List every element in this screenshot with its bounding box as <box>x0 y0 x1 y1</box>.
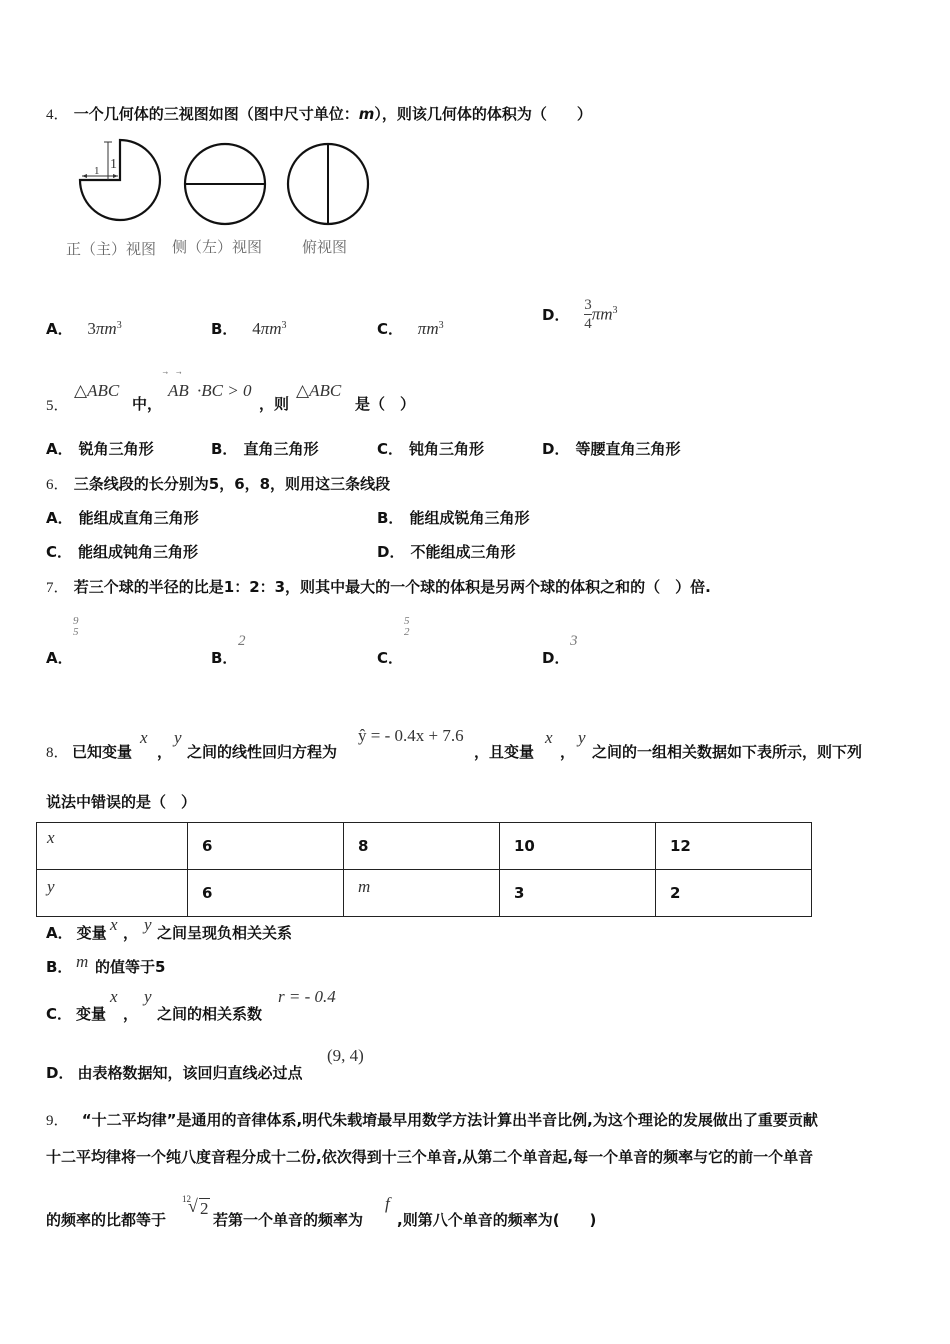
q5-option-c[interactable]: C． 钝角三角形 <box>377 440 485 458</box>
q8-option-c-comma: ， <box>123 1005 139 1023</box>
side-view-label: 侧（左）视图 <box>172 238 263 256</box>
dim-label-horizontal: 1 <box>94 165 100 177</box>
q5-option-a[interactable]: A． 锐角三角形 <box>46 440 154 458</box>
q5-number: 5． <box>46 398 69 414</box>
option-label: A． <box>46 320 73 338</box>
q7-option-b[interactable]: B． <box>211 649 238 667</box>
table-head-y: y <box>37 870 188 917</box>
q5-stem <box>46 380 69 415</box>
q8-option-a-text: 之间呈现负相关关系 <box>157 924 293 942</box>
option-label: B． <box>211 320 238 338</box>
q8-t2: 之间的线性回归方程为 <box>187 743 338 761</box>
q6-option-c[interactable]: C． 能组成钝角三角形 <box>46 543 199 561</box>
option-label: C． <box>377 320 404 338</box>
vector-arrows: ⃗ ⃗ <box>168 371 192 383</box>
table-cell: 6 <box>188 870 344 917</box>
fraction-3-4: $\frac{3}{4}$ <box>584 297 592 332</box>
q8-option-c-x: x <box>110 987 118 1006</box>
option-label: D． <box>542 306 570 324</box>
q8-option-d-point: (9, 4) <box>327 1046 364 1065</box>
q8-option-c[interactable]: C． 变量 <box>46 1005 107 1023</box>
q4-text-b: ），则该几何体的体积为（ ） <box>374 105 592 123</box>
table-cell: 6 <box>188 823 344 870</box>
q6-option-a[interactable]: A． 能组成直角三角形 <box>46 509 199 527</box>
q6-text: 三条线段的长分别为5，6，8，则用这三条线段 <box>73 475 391 493</box>
q4-option-c[interactable]: C． $\pi m^3$ <box>377 319 444 338</box>
table-cell: m <box>344 870 500 917</box>
q4-unit: m <box>358 105 375 123</box>
correlation-coefficient: r = - 0.4 <box>278 987 336 1006</box>
q7-option-c-fraction: 5 2 <box>404 615 410 638</box>
dim-label-vertical: 1 <box>110 157 117 172</box>
q5-vector-ab: AB <box>168 381 189 400</box>
q8-option-a-y: y <box>144 915 152 934</box>
table-head-x: x <box>37 823 188 870</box>
q8-option-b[interactable]: B． <box>46 958 73 976</box>
q6-stem <box>46 473 390 494</box>
q4-option-a[interactable]: A． $3\pi m^3$ <box>46 319 122 338</box>
q8-option-d[interactable]: D． 由表格数据知，该回归直线必过点 <box>46 1064 303 1082</box>
q5-zhong: 中， <box>132 395 163 413</box>
q7-option-d[interactable]: D． <box>542 649 570 667</box>
q7-option-a[interactable]: A． <box>46 649 73 667</box>
q8-line2: 说法中错误的是（ ） <box>46 793 197 811</box>
q6-number: 6． <box>46 477 69 493</box>
q9-f: f <box>385 1194 390 1213</box>
table-row <box>37 870 812 917</box>
q8-x2: x <box>545 728 553 747</box>
q8-comma2: ， <box>560 743 576 761</box>
front-view-shape <box>80 140 160 220</box>
q9-line2: 十二平均律将一个纯八度音程分成十二份,依次得到十三个单音,从第二个单音起,每一个单音的频率与它的前一个单音 <box>46 1148 814 1166</box>
q7-number: 7． <box>46 580 69 596</box>
q9-line1: 9． “十二平均律”是通用的音律体系,明代朱载堉最早用数学方法计算出半音比例,为这个理论的发展做出了重要贡献 <box>46 1111 818 1129</box>
q8-option-c-y: y <box>144 987 152 1006</box>
q7-option-a-fraction: 9 5 <box>73 615 79 638</box>
q9-number: 9． <box>46 1113 69 1129</box>
table-cell: 10 <box>500 823 656 870</box>
table-cell: 2 <box>656 870 812 917</box>
q8-number: 8． <box>46 745 69 761</box>
q8-t3: ，且变量 <box>474 743 535 761</box>
q8-option-b-text: 的值等于5 <box>95 958 166 976</box>
q9-line3b: 若第一个单音的频率为 <box>213 1211 364 1229</box>
q5-triangle: △ABC <box>74 381 120 400</box>
table-cell: 3 <box>500 870 656 917</box>
q8-option-a-x: x <box>110 915 118 934</box>
q5-triangle-2: △ABC <box>296 381 342 400</box>
q4-text-a: 一个几何体的三视图如图（图中尺寸单位： <box>73 105 359 123</box>
q6-option-b[interactable]: B． 能组成锐角三角形 <box>377 509 530 527</box>
q8-y2: y <box>578 728 586 747</box>
q9-line3c: ,则第八个单音的频率为( ) <box>397 1211 597 1229</box>
q7-option-c[interactable]: C． <box>377 649 404 667</box>
q8-y: y <box>174 728 182 747</box>
q8-option-a-comma: ， <box>123 924 139 942</box>
q8-x: x <box>140 728 148 747</box>
q8-option-c-text: 之间的相关系数 <box>157 1005 263 1023</box>
q8-option-a[interactable]: A． 变量 <box>46 924 107 942</box>
q8-option-b-m: m <box>76 952 89 971</box>
front-view-label: 正（主）视图 <box>66 240 157 258</box>
q7-option-d-value: 3 <box>570 633 578 649</box>
q4-option-d[interactable]: D． $\frac{3}{4}$ $\pi m^3$ <box>542 297 618 332</box>
q5-dot-bc: ·BC > 0 <box>197 381 252 400</box>
data-table <box>36 822 812 917</box>
q8-comma: ， <box>157 743 173 761</box>
regression-equation: ŷ = - 0.4x + 7.6 <box>358 726 464 745</box>
q6-option-d[interactable]: D． 不能组成三角形 <box>377 543 516 561</box>
table-cell: 12 <box>656 823 812 870</box>
q8-t1: 已知变量 <box>72 743 133 761</box>
table-row <box>37 823 812 870</box>
q8-t4: 之间的一组相关数据如下表所示，则下列 <box>592 743 863 761</box>
q5-option-d[interactable]: D． 等腰直角三角形 <box>542 440 681 458</box>
q7-option-b-value: 2 <box>238 633 246 649</box>
q7-text: 若三个球的半径的比是1：2：3，则其中最大的一个球的体积是另两个球的体积之和的（ ）倍. <box>73 578 711 596</box>
q9-line3a: 的频率的比都等于 <box>46 1211 167 1229</box>
q4-stem <box>46 103 592 124</box>
q5-shi: 是（ ） <box>355 395 416 413</box>
q4-number: 4． <box>46 107 69 123</box>
q4-option-b[interactable]: B． $4\pi m^3$ <box>211 319 287 338</box>
q5-ze: ，则 <box>259 395 290 413</box>
top-view-label: 俯视图 <box>302 238 348 256</box>
table-cell: 8 <box>344 823 500 870</box>
q5-option-b[interactable]: B． 直角三角形 <box>211 440 319 458</box>
q7-stem <box>46 576 711 597</box>
